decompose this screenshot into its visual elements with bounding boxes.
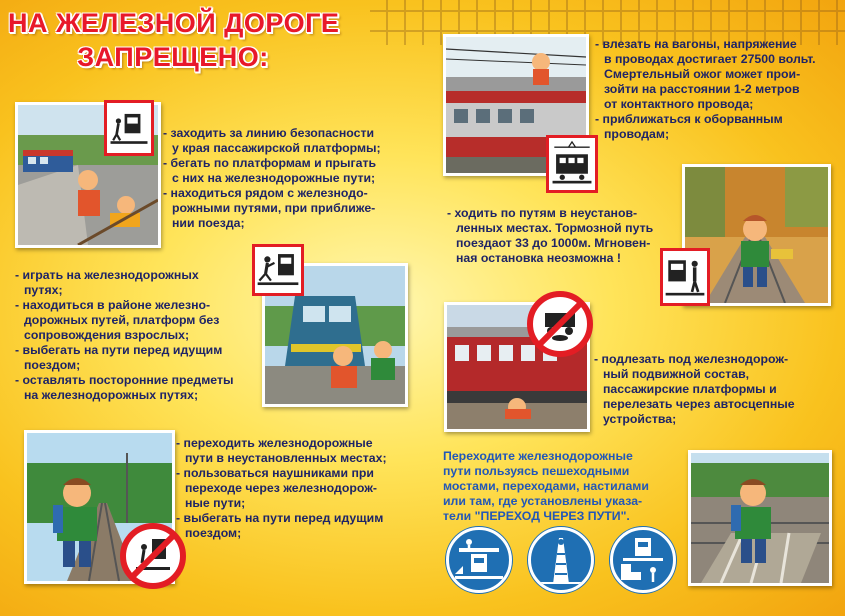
pedestrian-crossing-sign-icon bbox=[528, 527, 594, 593]
advice-line: Переходите железнодорожные bbox=[443, 449, 633, 463]
no-walking-beyond-line-sign-icon bbox=[104, 100, 154, 156]
rule-line: рожными путями, при приближе- bbox=[172, 201, 376, 215]
rule-line: пути в неустановленных местах; bbox=[185, 451, 387, 465]
advice-line: или там, где установлены указа- bbox=[443, 494, 643, 508]
rule-line: - выбегать на пути перед идущим bbox=[176, 511, 384, 525]
rule-line: поездом; bbox=[185, 526, 242, 540]
rule-line: у края пассажирской платформы; bbox=[172, 141, 381, 155]
rules-playing-text bbox=[15, 268, 234, 403]
rule-line: ный подвижной состав, bbox=[603, 367, 750, 381]
rule-line: в проводах достигает 27500 вольт. bbox=[604, 52, 816, 66]
rule-line: - влезать на вагоны, напряжение bbox=[595, 37, 797, 51]
rule-line: - подлезать под железнодорож- bbox=[594, 352, 789, 366]
rule-line: - находиться в районе железно- bbox=[15, 298, 211, 312]
advice-line: пути пользуясь пешеходными bbox=[443, 464, 630, 478]
rule-line: поездом; bbox=[24, 358, 81, 372]
rule-line: ная остановка неозможна ! bbox=[456, 251, 622, 265]
rules-crossing-text bbox=[176, 436, 387, 541]
rule-line: нии поезда; bbox=[172, 216, 245, 230]
rule-line: зойти на расстоянии 1-2 метров bbox=[604, 82, 800, 96]
advice-line: мостами, переходами, настилами bbox=[443, 479, 649, 493]
rule-line: - выбегать на пути перед идущим bbox=[15, 343, 223, 357]
rule-line: сопровождения взрослых; bbox=[24, 328, 190, 342]
safe-crossing-advice-text bbox=[443, 449, 649, 524]
rule-line: переходе через железнодорож- bbox=[185, 481, 378, 495]
rule-line: перелезать через автосцепные bbox=[603, 397, 795, 411]
rules-platform-text bbox=[163, 126, 381, 231]
rule-line: на железнодорожных путях; bbox=[24, 388, 199, 402]
rule-line: устройства; bbox=[603, 412, 677, 426]
rule-line: - приближаться к оборванным bbox=[595, 112, 783, 126]
rule-line: - находиться рядом с железнодо- bbox=[163, 186, 368, 200]
no-walking-on-tracks-sign-icon bbox=[660, 248, 710, 306]
photo-boy-at-crossing bbox=[688, 450, 832, 586]
advice-line: тели "ПЕРЕХОД ЧЕРЕЗ ПУТИ". bbox=[443, 509, 630, 523]
no-climbing-wagons-sign-icon bbox=[546, 135, 598, 193]
poster-title bbox=[8, 6, 338, 74]
rule-line: - ходить по путям в неустанов- bbox=[447, 206, 638, 220]
rule-line: - оставлять посторонние предметы bbox=[15, 373, 234, 387]
rule-line: поездаот 33 до 1000м. Мгновен- bbox=[456, 236, 651, 250]
rule-line: - играть на железнодорожных bbox=[15, 268, 199, 282]
rules-wagons-text bbox=[595, 37, 816, 142]
rule-line: путях; bbox=[24, 283, 63, 297]
title-line-1: НА ЖЕЛЕЗНОЙ ДОРОГЕ bbox=[8, 8, 340, 38]
rule-line: - переходить железнодорожные bbox=[176, 436, 373, 450]
rule-line: проводам; bbox=[604, 127, 670, 141]
rule-line: ленных местах. Тормозной путь bbox=[456, 221, 654, 235]
underpass-sign-icon bbox=[610, 527, 676, 593]
rule-line: Смертельный ожог может прои- bbox=[604, 67, 801, 81]
title-line-2: ЗАПРЕЩЕНО: bbox=[77, 42, 269, 72]
rule-line: ные пути; bbox=[185, 496, 246, 510]
rule-line: дорожных путей, платформ без bbox=[24, 313, 220, 327]
rules-walking-tracks-text bbox=[447, 206, 653, 266]
rule-line: - бегать по платформам и прыгать bbox=[163, 156, 377, 170]
rule-line: пассажирские платформы и bbox=[603, 382, 777, 396]
rule-line: - пользоваться наушниками при bbox=[176, 466, 374, 480]
no-running-before-train-sign-icon bbox=[252, 244, 304, 296]
rule-line: от контактного провода; bbox=[604, 97, 754, 111]
no-crawling-under-wagon-sign-icon bbox=[527, 291, 593, 357]
rules-under-wagon-text bbox=[594, 352, 795, 427]
pedestrian-bridge-sign-icon bbox=[446, 527, 512, 593]
rule-line: с них на железнодорожные пути; bbox=[172, 171, 376, 185]
rule-line: - заходить за линию безопасности bbox=[163, 126, 375, 140]
